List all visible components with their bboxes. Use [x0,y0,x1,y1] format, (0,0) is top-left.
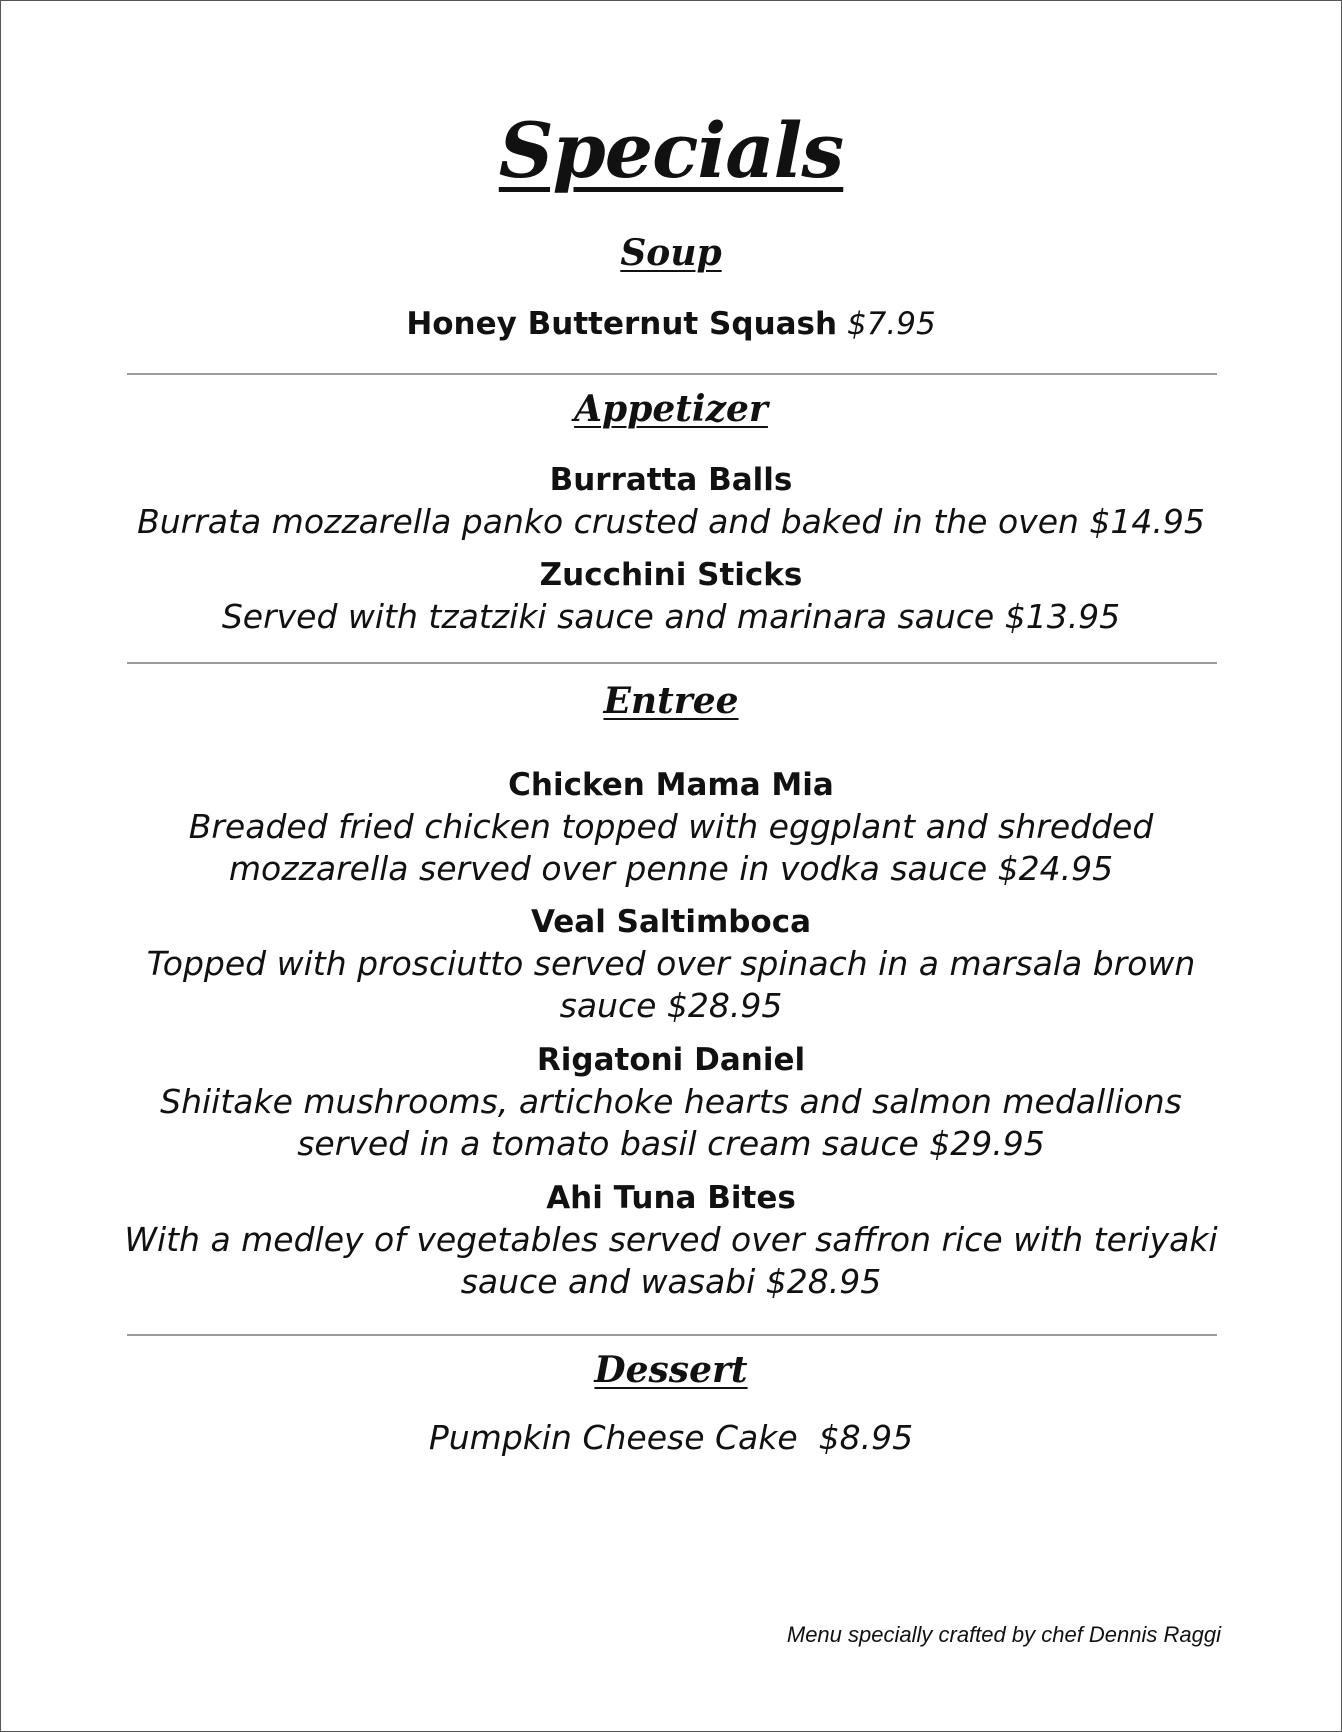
appetizer-item-desc: Burrata mozzarella panko crusted and baked in the oven $14.95 [137,502,1205,541]
section-divider [127,373,1217,375]
appetizer-item-name: Zucchini Sticks [539,557,803,593]
dessert-item: Pumpkin Cheese Cake $8.95 [428,1418,914,1457]
section-title-dessert: Dessert [594,1349,748,1391]
entree-item-name: Chicken Mama Mia [508,767,834,803]
entree-item-name: Veal Saltimboca [530,904,812,940]
appetizer-item-name: Burratta Balls [549,462,793,498]
section-title-appetizer: Appetizer [574,388,768,430]
entree-item-name: Ahi Tuna Bites [546,1180,796,1216]
chef-credit: Menu specially crafted by chef Dennis Raggi [786,1622,1221,1647]
section-divider [127,1334,1217,1336]
page-title: Specials [498,106,844,195]
entree-item-desc: With a medley of vegetables served over saffron rice with teriyaki sauce and wasabi $28.95 [124,1220,1218,1301]
entree-item-desc: Shiitake mushrooms, artichoke hearts and salmon medallions served in a tomato basil cream sauce $29.95 [160,1082,1182,1163]
entree-item-desc: Topped with prosciutto served over spinach in a marsala brown sauce $28.95 [146,944,1196,1025]
entree-item-desc: Breaded fried chicken topped with eggplant and shredded mozzarella served over penne in vodka sauce $24.95 [188,807,1154,888]
section-divider [127,662,1217,664]
soup-item-price: $7.95 [846,306,936,342]
appetizer-item-desc: Served with tzatziki sauce and marinara sauce $13.95 [221,597,1121,636]
soup-item-name: Honey Butternut Squash [406,306,838,342]
section-title-soup: Soup [620,232,722,274]
section-title-entree: Entree [603,680,739,722]
entree-item-name: Rigatoni Daniel [536,1042,806,1078]
soup-item [1,302,1341,346]
